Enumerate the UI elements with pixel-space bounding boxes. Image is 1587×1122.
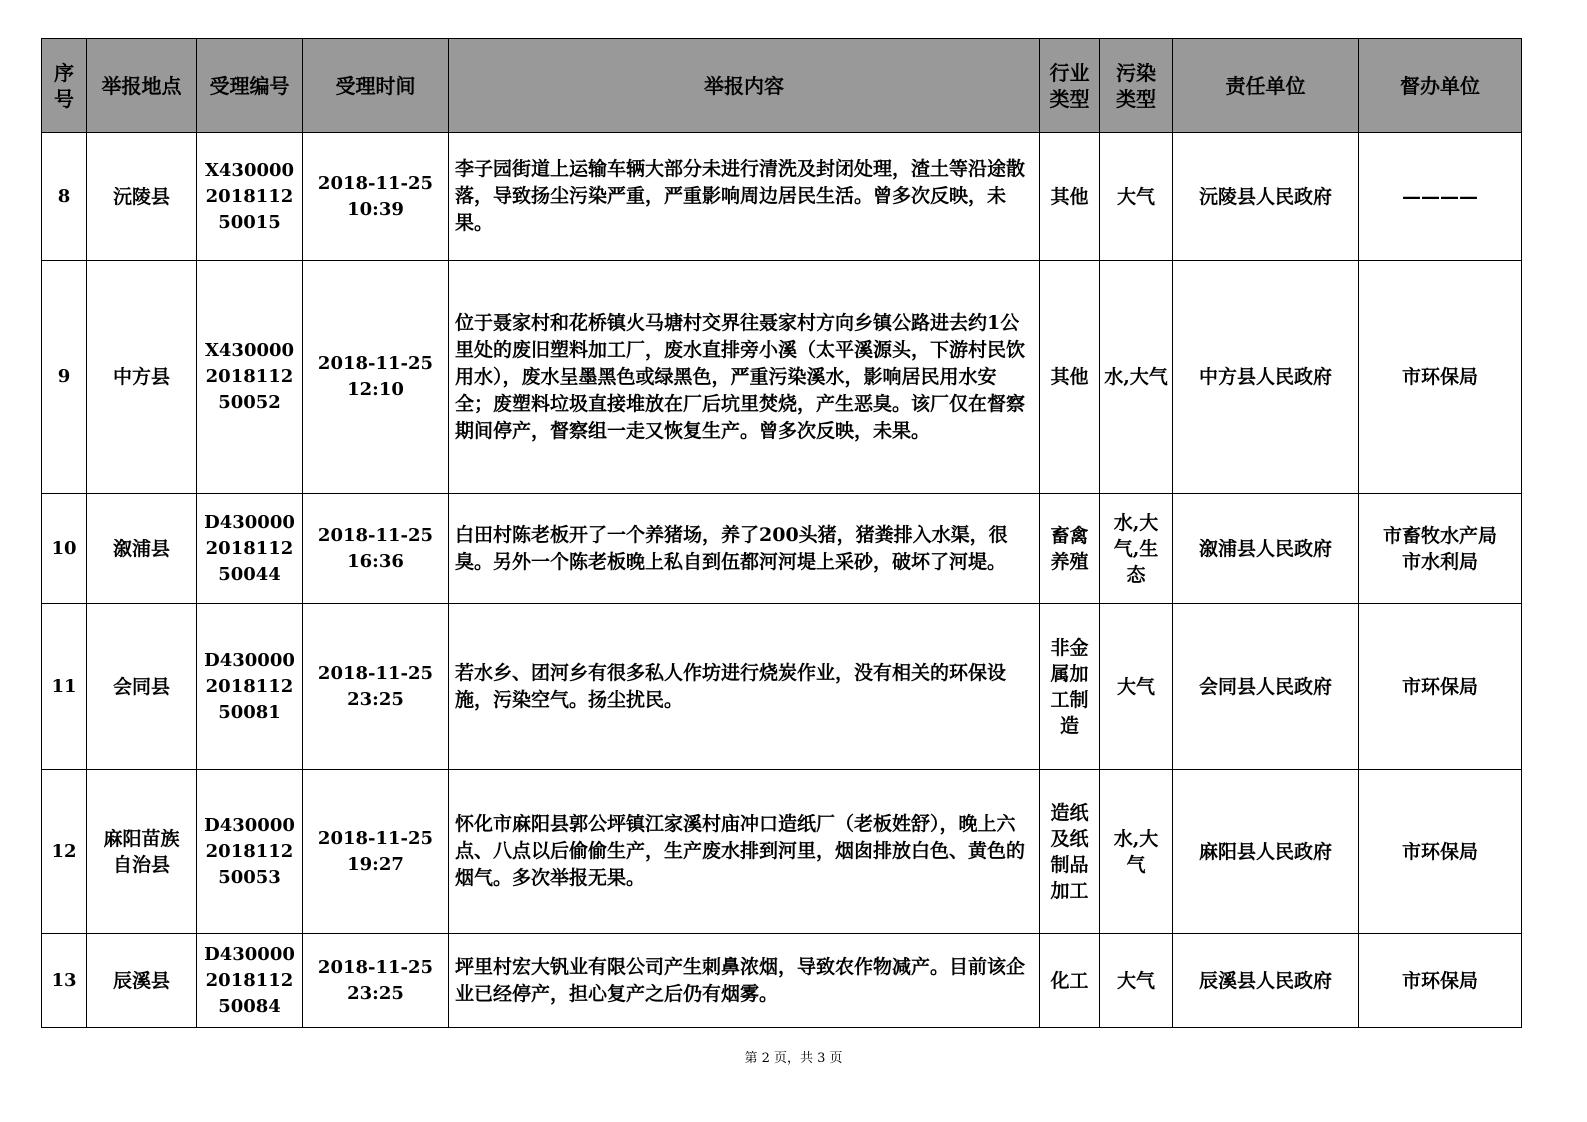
row-content: 位于聂家村和花桥镇火马塘村交界往聂家村方向乡镇公路进去约1公里处的废旧塑料加工厂，废水直排旁小溪（太平溪源头，下游村民饮用水），废水呈墨黑色或绿黑色，严重污染溪水，影响居民用水安全；废塑料垃圾直接堆放在厂后坑里焚烧，产生恶臭。该厂仅在督察期间停产，督察组一走又恢复生产。曾多次反映，未果。 [449, 261, 1040, 494]
row-clock: 16:36 [347, 550, 404, 572]
row-supervisor: 市环保局 [1359, 604, 1522, 770]
table-row [42, 770, 1522, 934]
row-location: 会同县 [87, 604, 197, 770]
row-industry: 其他 [1040, 133, 1100, 261]
table-row [42, 934, 1522, 1028]
row-case-no: X430000201811250052 [197, 261, 303, 494]
row-date: 2018-11-25 [317, 662, 434, 684]
row-content: 李子园街道上运输车辆大部分未进行清洗及封闭处理，渣土等沿途散落，导致扬尘污染严重，严重影响周边居民生活。曾多次反映，未果。 [449, 133, 1040, 261]
row-case-no: X430000201811250015 [197, 133, 303, 261]
row-pollution: 水,大气 [1100, 770, 1173, 934]
row-seq: 11 [42, 604, 87, 770]
row-seq: 8 [42, 133, 87, 261]
table-row [42, 604, 1522, 770]
row-location: 中方县 [87, 261, 197, 494]
row-clock: 23:25 [347, 982, 404, 1004]
row-time [303, 261, 449, 494]
row-supervisor: 市畜牧水产局 市水利局 [1359, 494, 1522, 604]
row-clock: 23:25 [347, 688, 404, 710]
header-location: 举报地点 [87, 39, 197, 133]
row-seq: 9 [42, 261, 87, 494]
header-pollution: 污染类型 [1100, 39, 1173, 133]
row-time [303, 494, 449, 604]
page-footer: 第 2 页，共 3 页 [744, 1051, 843, 1066]
row-content: 白田村陈老板开了一个养猪场，养了200头猪，猪粪排入水渠，很臭。另外一个陈老板晚上私自到伍都河河堤上采砂，破坏了河堤。 [449, 494, 1040, 604]
header-content: 举报内容 [449, 39, 1040, 133]
header-row [42, 39, 1522, 133]
row-industry: 化工 [1040, 934, 1100, 1028]
row-content: 若水乡、团河乡有很多私人作坊进行烧炭作业，没有相关的环保设施，污染空气。扬尘扰民。 [449, 604, 1040, 770]
table-row [42, 133, 1522, 261]
header-time: 受理时间 [303, 39, 449, 133]
row-responsible: 中方县人民政府 [1173, 261, 1359, 494]
row-time [303, 770, 449, 934]
row-pollution: 水,大气 [1100, 261, 1173, 494]
row-responsible: 沅陵县人民政府 [1173, 133, 1359, 261]
row-time [303, 133, 449, 261]
row-location: 溆浦县 [87, 494, 197, 604]
row-responsible: 辰溪县人民政府 [1173, 934, 1359, 1028]
row-date: 2018-11-25 [317, 827, 434, 849]
row-pollution: 大气 [1100, 133, 1173, 261]
row-date: 2018-11-25 [317, 353, 434, 374]
row-clock: 12:10 [347, 379, 404, 400]
row-clock: 19:27 [347, 853, 404, 875]
row-pollution: 大气 [1100, 934, 1173, 1028]
row-supervisor: ———— [1359, 133, 1522, 261]
row-responsible: 溆浦县人民政府 [1173, 494, 1359, 604]
row-industry: 造纸及纸制品加工 [1040, 770, 1100, 934]
row-industry: 非金属加工制造 [1040, 604, 1100, 770]
table-row [42, 261, 1522, 494]
row-clock: 10:39 [347, 198, 404, 220]
row-pollution: 水,大气,生态 [1100, 494, 1173, 604]
row-seq: 13 [42, 934, 87, 1028]
table-row [42, 494, 1522, 604]
row-responsible: 麻阳县人民政府 [1173, 770, 1359, 934]
header-case-no: 受理编号 [197, 39, 303, 133]
row-date: 2018-11-25 [317, 956, 434, 978]
row-content: 怀化市麻阳县郭公坪镇江家溪村庙冲口造纸厂（老板姓舒），晚上六点、八点以后偷偷生产，生产废水排到河里，烟囱排放白色、黄色的烟气。多次举报无果。 [449, 770, 1040, 934]
row-case-no: D430000201811250044 [197, 494, 303, 604]
row-time [303, 934, 449, 1028]
row-date: 2018-11-25 [317, 172, 434, 194]
row-supervisor: 市环保局 [1359, 261, 1522, 494]
row-supervisor: 市环保局 [1359, 934, 1522, 1028]
row-date: 2018-11-25 [317, 524, 434, 546]
row-location: 辰溪县 [87, 934, 197, 1028]
row-industry: 其他 [1040, 261, 1100, 494]
row-case-no: D430000201811250081 [197, 604, 303, 770]
row-seq: 12 [42, 770, 87, 934]
row-case-no: D430000201811250084 [197, 934, 303, 1028]
row-content: 坪里村宏大钒业有限公司产生刺鼻浓烟，导致农作物减产。目前该企业已经停产，担心复产之后仍有烟雾。 [449, 934, 1040, 1028]
row-location: 沅陵县 [87, 133, 197, 261]
row-pollution: 大气 [1100, 604, 1173, 770]
row-location: 麻阳苗族自治县 [87, 770, 197, 934]
complaint-table [41, 38, 1522, 1028]
header-supervisor: 督办单位 [1359, 39, 1522, 133]
header-seq: 序号 [42, 39, 87, 133]
row-time [303, 604, 449, 770]
row-seq: 10 [42, 494, 87, 604]
row-industry: 畜禽养殖 [1040, 494, 1100, 604]
row-responsible: 会同县人民政府 [1173, 604, 1359, 770]
row-case-no: D430000201811250053 [197, 770, 303, 934]
header-industry: 行业类型 [1040, 39, 1100, 133]
header-responsible: 责任单位 [1173, 39, 1359, 133]
row-supervisor: 市环保局 [1359, 770, 1522, 934]
